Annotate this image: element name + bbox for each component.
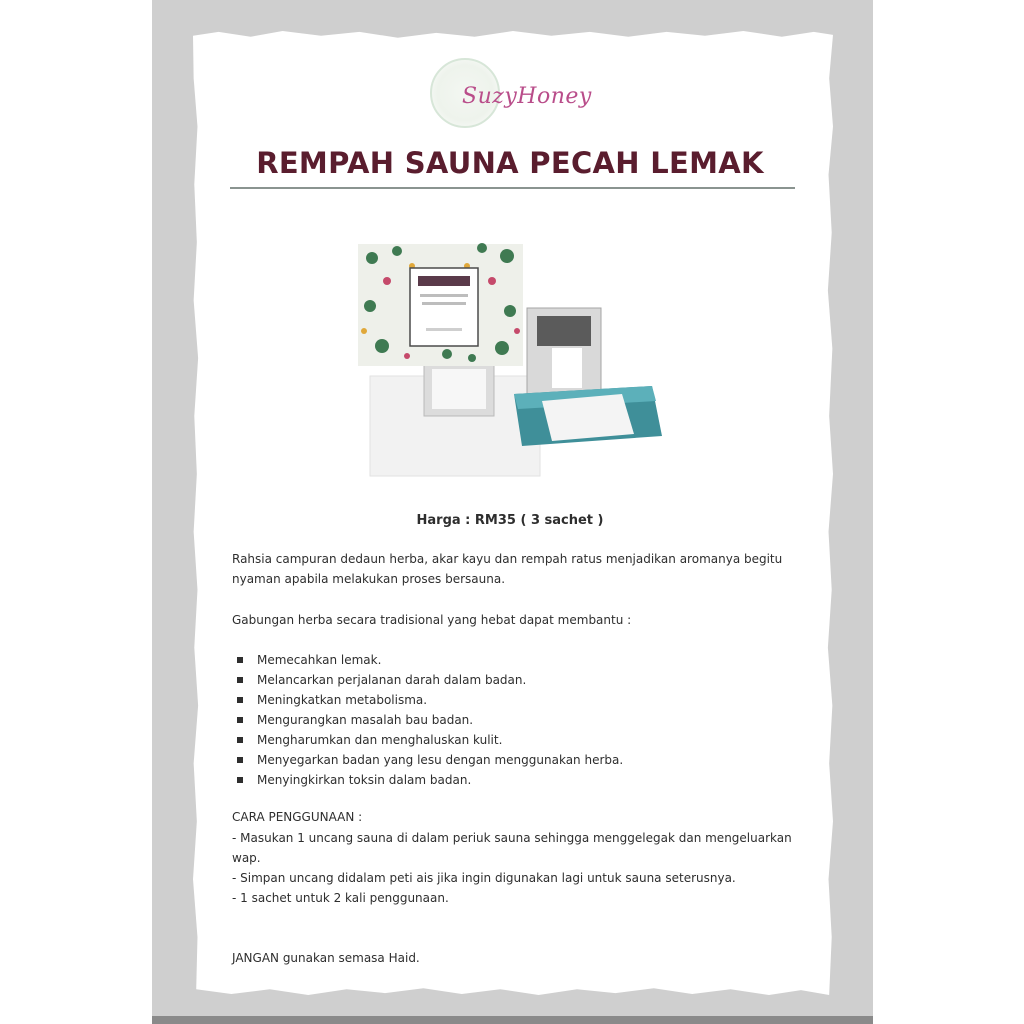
benefit-text: Mengurangkan masalah bau badan. <box>257 713 474 727</box>
usage-step: - 1 sachet untuk 2 kali penggunaan. <box>232 891 449 905</box>
benefit-text: Menyegarkan badan yang lesu dengan menggunakan herba. <box>257 753 624 767</box>
price-label: Harga : RM35 ( 3 sachet ) <box>416 513 604 528</box>
square-bullet-icon <box>237 717 243 723</box>
list-item <box>237 770 797 790</box>
list-item <box>237 650 797 670</box>
title-divider <box>230 187 795 189</box>
square-bullet-icon <box>237 697 243 703</box>
list-item <box>237 750 797 770</box>
list-item <box>237 670 797 690</box>
benefit-text: Menyingkirkan toksin dalam badan. <box>257 773 472 787</box>
list-item <box>237 710 797 730</box>
usage-instructions <box>232 828 802 908</box>
product-title: REMPAH SAUNA PECAH LEMAK <box>256 146 764 180</box>
benefit-text: Meningkatkan metabolisma. <box>257 693 428 707</box>
list-item <box>237 690 797 710</box>
benefit-text: Melancarkan perjalanan darah dalam badan. <box>257 673 527 687</box>
square-bullet-icon <box>237 777 243 783</box>
square-bullet-icon <box>237 677 243 683</box>
bottom-strip <box>152 1016 873 1024</box>
brand-logo-text: SuzyHoney <box>462 84 592 109</box>
usage-step: - Masukan 1 uncang sauna di dalam periuk sauna sehingga menggelegak dan mengeluarkan wap. <box>232 831 792 865</box>
usage-step: - Simpan uncang didalam peti ais jika ingin digunakan lagi untuk sauna seterusnya. <box>232 871 736 885</box>
benefits-lead: Gabungan herba secara tradisional yang hebat dapat membantu : <box>232 613 632 627</box>
usage-heading: CARA PENGGUNAAN : <box>232 810 363 824</box>
benefit-list <box>237 650 797 790</box>
square-bullet-icon <box>237 757 243 763</box>
product-photo <box>352 236 670 486</box>
benefit-text: Mengharumkan dan menghaluskan kulit. <box>257 733 503 747</box>
square-bullet-icon <box>237 737 243 743</box>
benefit-text: Memecahkan lemak. <box>257 653 382 667</box>
warning-note: JANGAN gunakan semasa Haid. <box>232 951 420 965</box>
square-bullet-icon <box>237 657 243 663</box>
list-item <box>237 730 797 750</box>
intro-paragraph: Rahsia campuran dedaun herba, akar kayu dan rempah ratus menjadikan aromanya begitu nyaman apabila melakukan proses bersauna. <box>232 552 783 586</box>
